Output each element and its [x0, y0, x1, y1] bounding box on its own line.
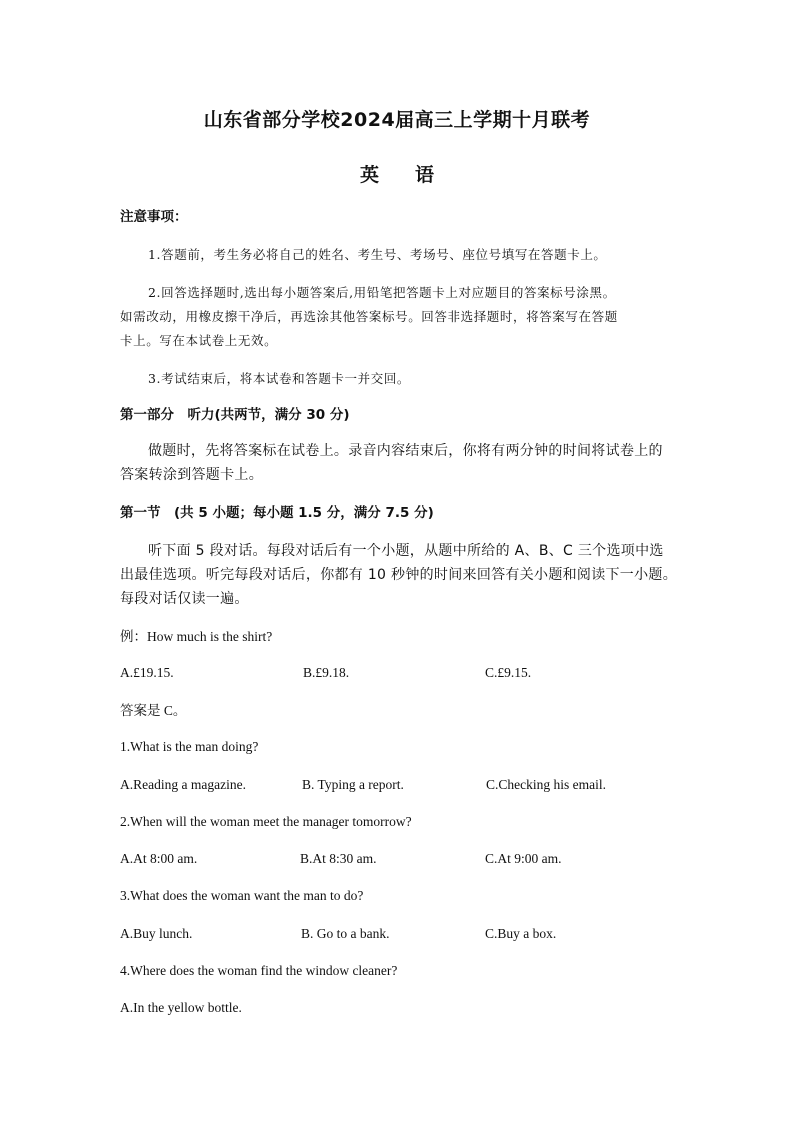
example-answer: 答案是 C。 [120, 703, 187, 718]
part1-intro-line-2: 答案转涂到答题卡上。 [120, 467, 263, 483]
question-3-option-a: A.Buy lunch. [120, 926, 193, 941]
example-option-c: C.£9.15. [485, 665, 532, 680]
part1-intro-line-1: 做题时，先将答案标在试卷上。录音内容结束后，你将有两分钟的时间将试卷上的 [148, 443, 663, 459]
question-4-option-a: A.In the yellow bottle. [120, 1000, 242, 1015]
notice-item-3: 3.考试结束后，将本试卷和答题卡一并交回。 [148, 371, 411, 386]
example-option-a: A.£19.15. [120, 665, 174, 680]
part1-heading: 第一部分 听力(共两节，满分 30 分) [120, 407, 350, 423]
question-1-option-c: C.Checking his email. [486, 777, 606, 792]
section1-heading: 第一节 (共 5 小题；每小题 1.5 分，满分 7.5 分) [120, 505, 434, 521]
notice-item-1: 1.答题前，考生务必将自己的姓名、考生号、考场号、座位号填写在答题卡上。 [148, 247, 607, 262]
notice-item-2-line-1: 2.回答选择题时,选出每小题答案后,用铅笔把答题卡上对应题目的答案标号涂黑。 [148, 285, 616, 300]
question-1: 1.What is the man doing? [120, 739, 259, 754]
example-option-b: B.£9.18. [303, 665, 350, 680]
question-1-option-a: A.Reading a magazine. [120, 777, 246, 792]
question-2: 2.When will the woman meet the manager tomorrow? [120, 814, 412, 829]
question-3-option-c: C.Buy a box. [485, 926, 557, 941]
question-1-option-b: B. Typing a report. [302, 777, 404, 792]
example-question: 例：How much is the shirt? [120, 629, 273, 644]
question-3-option-b: B. Go to a bank. [301, 926, 390, 941]
question-4: 4.Where does the woman find the window cleaner? [120, 963, 398, 978]
question-2-option-c: C.At 9:00 am. [485, 851, 562, 866]
exam-title: 山东省部分学校2024届高三上学期十月联考 [203, 109, 591, 131]
section1-intro-line-3: 每段对话仅读一遍。 [120, 591, 249, 607]
section1-intro-line-2: 出最佳选项。听完每段对话后，你都有 10 秒钟的时间来回答有关小题和阅读下一小题。 [120, 567, 678, 583]
section1-intro-line-1: 听下面 5 段对话。每段对话后有一个小题，从题中所给的 A、B、C 三个选项中选 [148, 543, 664, 559]
notice-heading: 注意事项： [120, 209, 188, 225]
notice-item-2-line-3: 卡上。写在本试卷上无效。 [120, 333, 278, 348]
question-3: 3.What does the woman want the man to do? [120, 888, 364, 903]
question-2-option-a: A.At 8:00 am. [120, 851, 198, 866]
question-2-option-b: B.At 8:30 am. [300, 851, 377, 866]
exam-subject: 英语 [359, 164, 470, 186]
notice-item-2-line-2: 如需改动，用橡皮擦干净后，再选涂其他答案标号。回答非选择题时，将答案写在答题 [120, 309, 618, 324]
